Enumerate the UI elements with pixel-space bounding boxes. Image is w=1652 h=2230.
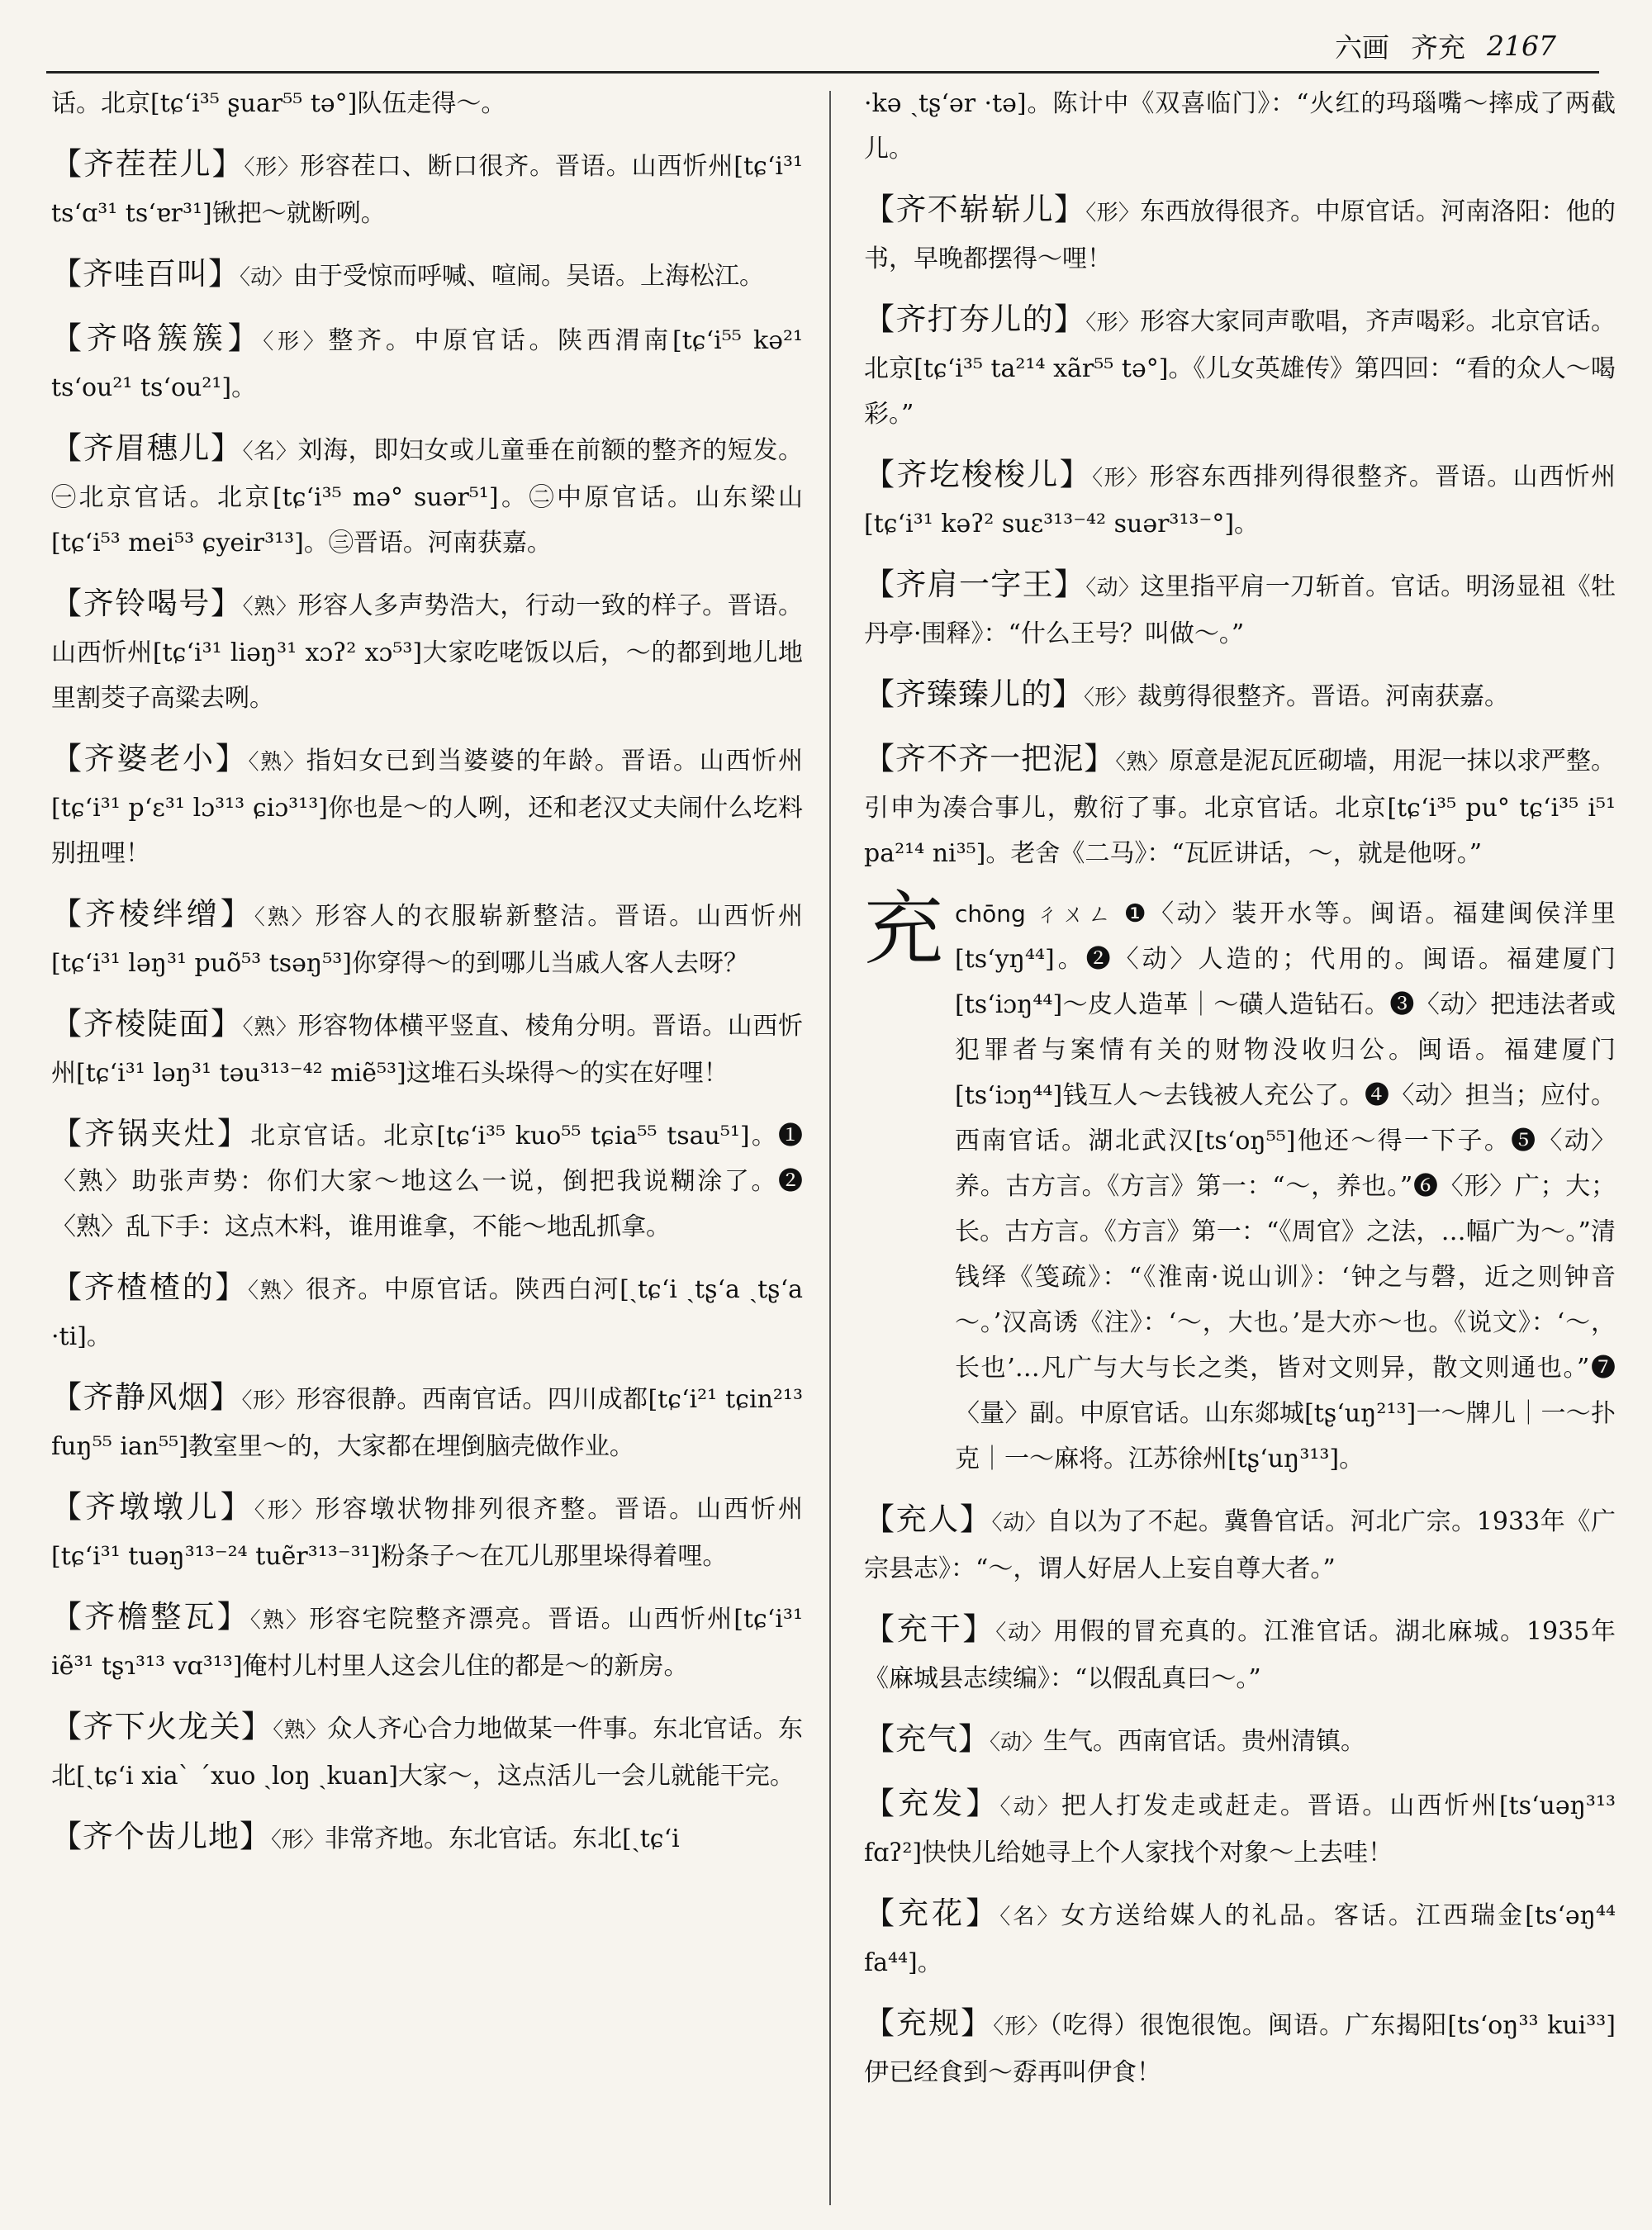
dictionary-entry: [864, 1497, 1616, 1592]
dictionary-entry: [864, 736, 1616, 876]
definition-text: （吃得）很饱很饱。闽语。广东揭阳[tsʻoŋ³³ kui³³]伊已经食到～孬再叫伊食！: [864, 2011, 1616, 2087]
definition-text: 原意是泥瓦匠砌墙，用泥一抹以求严整。引申为凑合事儿，敷衍了事。北京官话。北京[tɕʻi³⁵ pu° tɕʻi³⁵ i⁵¹ pa²¹⁴ ni³⁵]。老舍《二马》：“瓦匠讲话，～，就是他呀。”: [864, 747, 1616, 868]
definition-text: 这里指平肩一刀斩首。官话。明汤显祖《牡丹亭·围释》：“什么王号？叫做～。”: [864, 572, 1616, 648]
definition-text: 形容大家同声歌唱，齐声喝彩。北京官话。北京[tɕʻi³⁵ ta²¹⁴ xãr⁵⁵ tə°]。《儿女英雄传》第四回：“看的众人～喝彩。”: [864, 307, 1616, 429]
dictionary-entry: [864, 187, 1616, 282]
dictionary-entry: [51, 891, 803, 986]
character-definition: [955, 891, 1616, 1482]
part-of-speech: 〈熟〉: [248, 1279, 306, 1303]
definition-text: 刘海，即妇女或儿童垂在前额的整齐的短发。㊀北京官话。北京[tɕʻi³⁵ mə° suər⁵¹]。㊁中原官话。山东梁山[tɕʻi⁵³ mei⁵³ ɕyeir³¹³]。㊂晋语。河南获嘉。: [51, 436, 803, 558]
dictionary-entry: [864, 297, 1616, 437]
part-of-speech: 〈形〉: [254, 1498, 316, 1523]
header-rule: [46, 71, 1599, 74]
dictionary-entry: [51, 425, 803, 566]
part-of-speech: 〈动〉: [999, 1795, 1061, 1820]
part-of-speech: 〈名〉: [999, 1905, 1061, 1929]
definition-text: 生气。西南官话。贵州清镇。: [1043, 1727, 1366, 1756]
definition-text: ·kə ˏtʂʻər ·tə]。陈计中《双喜临门》：“火红的玛瑙嘴～摔成了两截儿。: [864, 89, 1616, 164]
stroke-label: 六画: [1335, 31, 1389, 64]
dictionary-entry: [51, 1264, 803, 1359]
part-of-speech: 〈熟〉: [242, 595, 298, 619]
dictionary-entry: [51, 1001, 803, 1096]
definition-text: 形容宅院整齐漂亮。晋语。山西忻州[tɕʻi³¹ iẽ³¹ tʂɿ³¹³ vɑ³¹³]俺村儿村里人这会儿住的都是～的新房。: [51, 1605, 803, 1681]
definition-text: 形容茬口、断口很齐。晋语。山西忻州[tɕʻi³¹ tsʻɑ³¹ tsʻɐr³¹]锹把～就断咧。: [51, 152, 803, 228]
headword: 【齐婆老小】: [51, 741, 249, 776]
part-of-speech: 〈形〉: [1085, 311, 1141, 335]
dictionary-entry: [51, 1594, 803, 1689]
headword: 【齐圪梭梭儿】: [864, 457, 1093, 492]
part-of-speech: 〈动〉: [990, 1730, 1044, 1755]
dictionary-entry: [864, 562, 1616, 657]
headword: 【充干】: [864, 1611, 996, 1647]
part-of-speech: 〈形〉: [244, 155, 301, 180]
headword: 【充气】: [864, 1721, 990, 1757]
head-chars: 齐充: [1411, 31, 1465, 64]
dictionary-entry: [864, 81, 1616, 172]
dictionary-entry: [51, 141, 803, 236]
dictionary-entry: [51, 1374, 803, 1469]
dictionary-entry: [864, 883, 1616, 1482]
headword: 【齐楂楂的】: [51, 1269, 249, 1305]
definition-text: 形容人多声势浩大，行动一致的样子。晋语。山西忻州[tɕʻi³¹ liəŋ³¹ xɔʔ² xɔ⁵³]大家吃咾饭以后，～的都到地儿地里割茭子高粱去咧。: [51, 591, 803, 713]
dictionary-entry: [51, 736, 803, 876]
definition-text: 形容物体横平竖直、棱角分明。晋语。山西忻州[tɕʻi³¹ ləŋ³¹ təu³¹³⁻⁴² miẽ⁵³]这堆石头垛得～的实在好哩！: [51, 1012, 803, 1088]
part-of-speech: 〈形〉: [1085, 201, 1141, 225]
left-column: [51, 81, 803, 1878]
pinyin: chōng ㄔㄨㄥ: [955, 900, 1124, 928]
definition-text: 形容人的衣服崭新整洁。晋语。山西忻州[tɕʻi³¹ ləŋ³¹ puõ⁵³ tsəŋ⁵³]你穿得～的到哪儿当戚人客人去呀？: [51, 902, 803, 978]
dictionary-entry: [51, 1814, 803, 1863]
headword: 【齐打夯儿的】: [864, 301, 1086, 337]
headword: 【齐个齿儿地】: [51, 1819, 271, 1854]
headword: 【齐墩墩儿】: [51, 1489, 254, 1525]
dictionary-entry: [51, 1111, 803, 1250]
headword: 【齐铃喝号】: [51, 586, 243, 621]
headword: 【齐哇百叫】: [51, 256, 240, 292]
headword: 【充规】: [864, 2005, 994, 2041]
definition-text: 形容东西排列得很整齐。晋语。山西忻州[tɕʻi³¹ kəʔ² suɛ³¹³⁻⁴² suər³¹³⁻°]。: [864, 463, 1616, 539]
definition-text: 形容很静。西南官话。四川成都[tɕʻi²¹ tɕin²¹³ fuŋ⁵⁵ ian⁵⁵]教室里～的，大家都在埋倒脑壳做作业。: [51, 1385, 803, 1461]
headword: 【齐下火龙关】: [51, 1709, 273, 1744]
definition-text: 女方送给媒人的礼品。客话。江西瑞金[tsʻəŋ⁴⁴ fa⁴⁴]。: [864, 1901, 1616, 1977]
dictionary-entry: [864, 452, 1616, 547]
headword: 【充花】: [864, 1896, 1000, 1931]
dictionary-entry: [51, 581, 803, 721]
dictionary-entry: [51, 316, 803, 410]
headword: 【齐静风烟】: [51, 1379, 242, 1415]
headword: 【齐臻臻儿的】: [864, 676, 1084, 712]
dictionary-entry: [864, 1716, 1616, 1766]
character-entry: [864, 883, 1616, 1482]
definition-text: 很齐。中原官话。陕西白河[ˏtɕʻi ˏtʂʻa ˏtʂʻa ·ti]。: [51, 1275, 803, 1351]
page-number: 2167: [1487, 29, 1556, 62]
headword: 【齐檐整瓦】: [51, 1599, 250, 1635]
part-of-speech: 〈动〉: [995, 1620, 1054, 1645]
dictionary-entry: [51, 1484, 803, 1579]
definition-text: ❶〈动〉装开水等。闽语。福建闽侯洋里[tsʻyŋ⁴⁴]。❷〈动〉人造的；代用的。闽语。福建厦门[tsʻiɔŋ⁴⁴]～皮人造革｜～磺人造钻石。❸〈动〉把违法者或犯罪者与案情有关的财物没收归公。闽语。福建厦门[tsʻiɔŋ⁴⁴]钱互人～去钱被人充公了。❹〈动〉担当；应付。西南官话。湖北武汉[tsʻoŋ⁵⁵]他还～得一下子。❺〈动〉养。古方言。《方言》第一：“～，养也。”❻〈形〉广；大；长。古方言。《方言》第一：“《周官》之法，…幅广为～。”清钱绎《笺疏》：“《淮南·说山训》：‘钟之与磬，近之则钟音～。’汉高诱《注》：‘～，大也。’是大亦～也。《说文》：‘～，长也’…凡广与大与长之类，皆对文则异，散文则通也。”❼〈量〉副。中原官话。山东郯城[tʂʻuŋ²¹³]一～牌儿｜一～扑克｜一～麻将。江苏徐州[tʂʻuŋ³¹³]。: [955, 899, 1616, 1473]
part-of-speech: 〈形〉: [271, 1828, 325, 1853]
dictionary-entry: [864, 2000, 1616, 2095]
dictionary-entry: [51, 1704, 803, 1799]
dictionary-entry: [51, 81, 803, 126]
part-of-speech: 〈动〉: [240, 265, 294, 290]
column-divider: [829, 91, 831, 2205]
head-character: 充: [864, 883, 943, 975]
definition-text: 把人打发走或赶走。晋语。山西忻州[tsʻuəŋ³¹³ fɑʔ²]快快儿给她寻上个人家找个对象～上去哇！: [864, 1791, 1616, 1867]
headword: 【齐肩一字王】: [864, 567, 1086, 602]
headword: 【齐棱绊缯】: [51, 896, 254, 932]
part-of-speech: 〈名〉: [242, 439, 298, 464]
headword: 【齐咯簇簇】: [51, 320, 263, 356]
page-header: [1140, 25, 1602, 66]
headword: 【齐不崭崭儿】: [864, 192, 1086, 227]
definition-text: 东西放得很齐。中原官话。河南洛阳：他的书，早晚都摆得～哩！: [864, 197, 1616, 273]
dictionary-entry: [51, 251, 803, 301]
definition-text: 非常齐地。东北官话。东北[ˏtɕʻi: [325, 1824, 680, 1853]
dictionary-entry: [864, 671, 1616, 721]
headword: 【齐茬茬儿】: [51, 146, 244, 182]
part-of-speech: 〈形〉: [241, 1388, 297, 1413]
part-of-speech: 〈形〉: [1084, 686, 1138, 710]
definition-text: 由于受惊而呼喊、喧闹。吴语。上海松江。: [293, 262, 765, 291]
part-of-speech: 〈熟〉: [242, 1015, 298, 1040]
part-of-speech: 〈熟〉: [249, 1608, 310, 1633]
dictionary-entry: [864, 1891, 1616, 1986]
definition-text: 自以为了不起。冀鲁官话。河北广宗。1933年《广宗县志》：“～，谓人好居人上妄自尊大者。”: [864, 1507, 1616, 1583]
headword: 【充人】: [864, 1502, 992, 1537]
definition-text: 话。北京[tɕʻi³⁵ ʂuar⁵⁵ tə°]队伍走得～。: [51, 89, 506, 118]
part-of-speech: 〈动〉: [1085, 576, 1141, 600]
part-of-speech: 〈形〉: [1092, 466, 1150, 491]
definition-text: 形容墩状物排列很齐整。晋语。山西忻州[tɕʻi³¹ tuəŋ³¹³⁻²⁴ tuẽr³¹³⁻³¹]粉条子～在兀儿那里垛得着哩。: [51, 1495, 803, 1571]
headword: 【齐不齐一把泥】: [864, 741, 1116, 776]
part-of-speech: 〈动〉: [991, 1511, 1047, 1535]
part-of-speech: 〈熟〉: [273, 1718, 328, 1743]
definition-text: 北京官话。北京[tɕʻi³⁵ kuo⁵⁵ tɕia⁵⁵ tsau⁵¹]。❶〈熟〉助张声势：你们大家～地这么一说，倒把我说糊涂了。❷〈熟〉乱下手：这点木料，谁用谁拿，不能～地乱抓拿。: [51, 1122, 803, 1241]
dictionary-entry: [864, 1606, 1616, 1701]
part-of-speech: 〈熟〉: [1115, 750, 1170, 775]
dictionary-entry: [864, 1781, 1616, 1876]
definition-text: 用假的冒充真的。江淮官话。湖北麻城。1935年《麻城县志续编》：“以假乱真曰～。”: [864, 1617, 1616, 1693]
headword: 【齐棱陡面】: [51, 1006, 243, 1041]
headword: 【齐眉穗儿】: [51, 430, 243, 466]
definition-text: 裁剪得很整齐。晋语。河南获嘉。: [1137, 682, 1510, 711]
definition-text: 整齐。中原官话。陕西渭南[tɕʻi⁵⁵ kə²¹ tsʻou²¹ tsʻou²¹]。: [51, 326, 803, 402]
part-of-speech: 〈形〉: [993, 2014, 1050, 2039]
definition-text: 指妇女已到当婆婆的年龄。晋语。山西忻州[tɕʻi³¹ pʻɛ³¹ lɔ³¹³ ɕiɔ³¹³]你也是～的人咧，还和老汉丈夫闹什么圪料别扭哩！: [51, 747, 804, 868]
part-of-speech: 〈形〉: [263, 330, 329, 354]
headword: 【充发】: [864, 1786, 1000, 1821]
right-column: [864, 81, 1616, 2110]
definition-text: 众人齐心合力地做某一件事。东北官话。东北[ˏtɕʻi xiaˋ ˊxuo ˏloŋ ˏkuan]大家～，这点活儿一会儿就能干完。: [51, 1715, 803, 1791]
part-of-speech: 〈熟〉: [248, 750, 306, 775]
headword: 【齐锅夹灶】: [51, 1116, 251, 1151]
part-of-speech: 〈熟〉: [254, 905, 316, 930]
